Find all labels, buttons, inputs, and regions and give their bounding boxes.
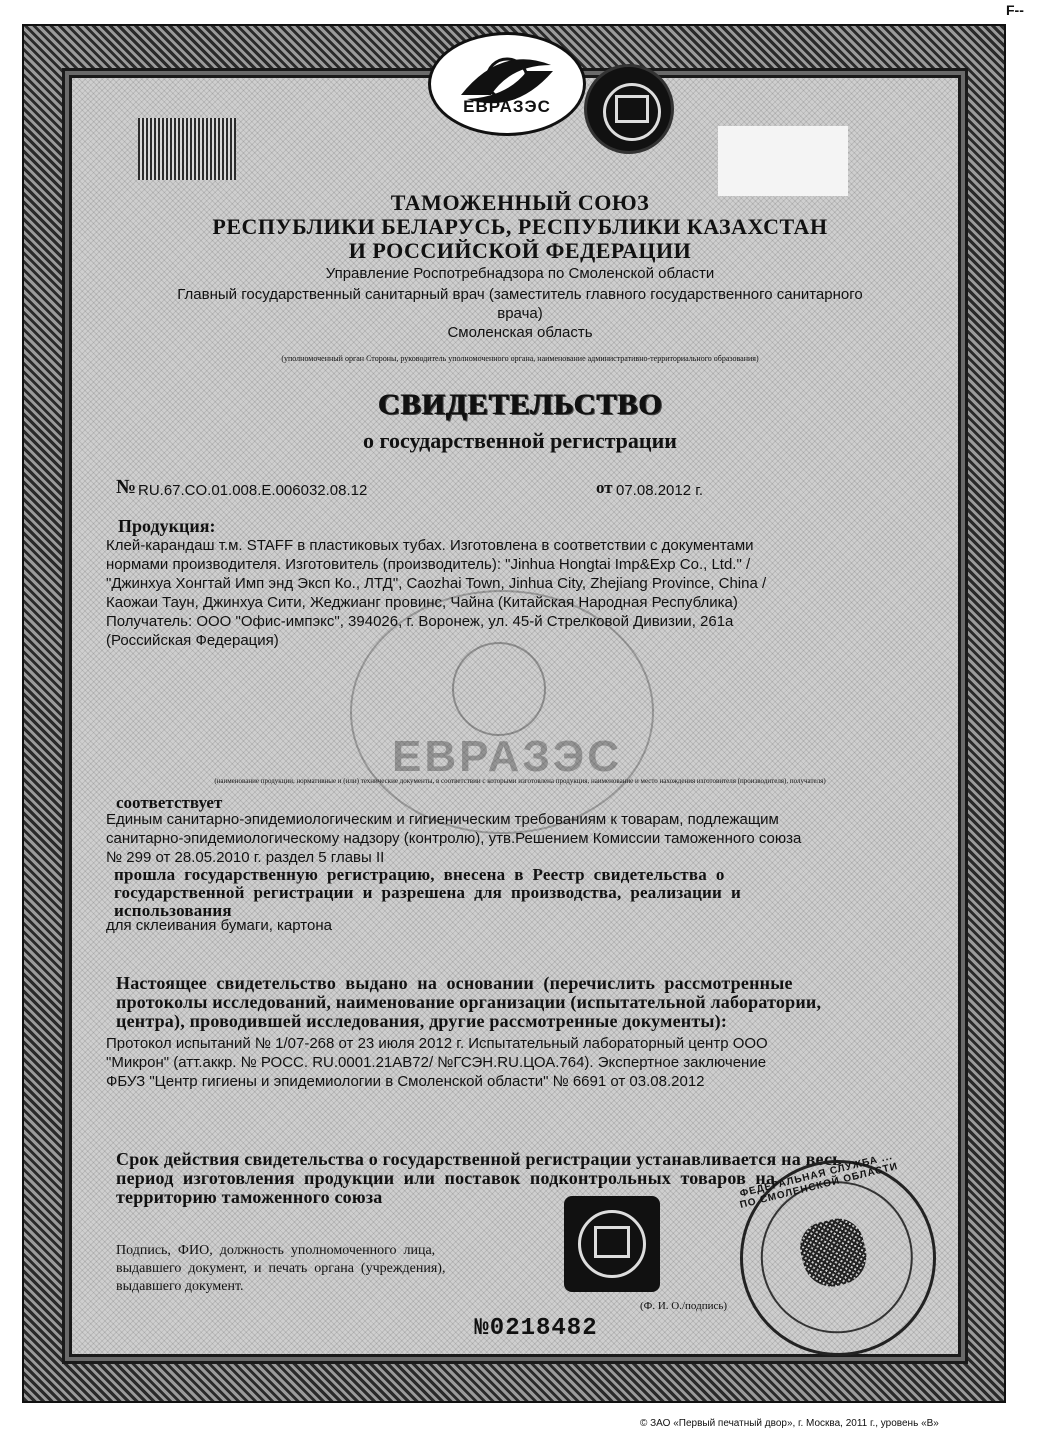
header-line-1: ТАМОЖЕННЫЙ СОЮЗ [390,190,650,215]
document-subtitle: о государственной регистрации [363,428,677,453]
basis-line: протоколы исследований, наименование организации (испытательной лаборатории, [116,992,822,1012]
authority-region: Смоленская область [447,324,593,341]
header-line-2: РЕСПУБЛИКИ БЕЛАРУСЬ, РЕСПУБЛИКИ КАЗАХСТАН [212,214,828,239]
blank-patch [718,126,848,196]
watermark-globe-icon [452,642,546,736]
document-number: №0218482 [474,1315,598,1342]
conformity-line: Единым санитарно-эпидемиологическим и гигиеническим требованиям к товарам, подлежащим [106,811,779,828]
seal-square [615,95,649,123]
eaes-logo [428,32,586,136]
fio-caption: (Ф. И. О./подпись) [640,1300,728,1312]
registered-line: использования [114,901,232,920]
product-description [106,536,926,650]
conformity-label: соответствует [116,793,223,812]
watermark-text: ЕВРАЗЭС [391,732,623,781]
signature-line: Подпись, ФИО, должность уполномоченного лица, [116,1243,436,1258]
authority-position-2: врача) [497,305,543,322]
conformity-line: санитарно-эпидемиологическому надзору (контролю), утв.Решением Комиссии таможенного союза [106,830,802,847]
seal-square [594,1226,630,1258]
date-label: от [596,478,613,497]
product-line: Получатель: ООО "Офис-импэкс", 394026, г. Воронеж, ул. 45-й Стрелковой Дивизии, 261а [106,613,734,630]
protocol-line: Протокол испытаний № 1/07-268 от 23 июля 2012 г. Испытательный лабораторный центр ООО [106,1035,768,1052]
document-title: СВИДЕТЕЛЬСТВО [377,388,663,421]
printer-imprint: © ЗАО «Первый печатный двор», г. Москва, 2011 г., уровень «В» [640,1418,939,1429]
eaes-logo-text: ЕВРАЗЭС [463,97,551,116]
security-pattern-block [138,118,236,180]
product-line: (Российская Федерация) [106,632,279,649]
registered-line: прошла государственную регистрацию, внесена в Реестр свидетельства о [114,865,725,884]
usage-text: для склеивания бумаги, картона [106,917,332,934]
validity-line: период изготовления продукции или поставок подконтрольных товаров на [116,1168,776,1188]
hologram-seal-bottom [564,1196,660,1292]
product-line: "Джинхуа Хонгтай Имп энд Эксп Ко., ЛТД", Caozhai Town, Jinhua City, Zhejiang Province, China / [106,575,767,592]
authority-caption: (уполномоченный орган Стороны, руководитель уполномоченного органа, наименование административно-территориального образования) [281,354,759,363]
conformity-text [106,810,936,867]
product-label: Продукция: [118,516,216,536]
stamp-text: ФЕДЕРАЛЬНАЯ СЛУЖБА ... ПО СМОЛЕНСКОЙ ОБЛАСТИ [738,1150,900,1211]
product-line: Клей-карандаш т.м. STAFF в пластиковых тубах. Изготовлена в соответствии с документами [106,537,754,554]
number-sign: № [116,476,137,498]
protocol-text [106,1034,936,1091]
basis-text [116,974,896,1031]
protocol-line: ФБУЗ "Центр гигиены и эпидемиологии в Смоленской области" № 6691 от 03.08.2012 [106,1073,705,1090]
signature-line: выдавшего документ, и печать органа (учреждения), [116,1261,446,1276]
hologram-seal-top [584,64,674,154]
product-line: нормами производителя. Изготовитель (производитель): "Jinhua Hongtai Imp&Exp Co., Ltd." / [106,556,751,573]
signature-line: выдавшего документ. [116,1279,244,1294]
authority-position-1: Главный государственный санитарный врач (заместитель главного государственного санитарного [177,286,863,303]
basis-line: центра), проводившей исследования, другие рассмотренные документы): [116,1011,728,1031]
corner-mark: F-- [1006,2,1024,18]
signature-caption [116,1242,556,1296]
registration-row [116,476,896,504]
basis-line: Настоящее свидетельство выдано на основании (перечислить рассмотренные [116,973,793,993]
registration-date: 07.08.2012 г. [616,482,704,499]
registered-line: государственной регистрации и разрешена для производства, реализации и [114,883,741,902]
conformity-line: № 299 от 28.05.2010 г. раздел 5 главы II [106,849,385,866]
registration-number: RU.67.CO.01.008.E.006032.08.12 [138,482,368,499]
authority-org: Управление Роспотребнадзора по Смоленской области [325,265,715,282]
registered-text [114,866,894,920]
header-line-3: И РОССИЙСКОЙ ФЕДЕРАЦИИ [348,238,692,263]
validity-line: Срок действия свидетельства о государственной регистрации устанавливается на весь [116,1149,842,1169]
protocol-line: "Микрон" (атт.аккр. № РОСС. RU.0001.21АВ72/ №ГСЭН.RU.ЦОА.764). Экспертное заключение [106,1054,767,1071]
product-line: Каожаи Таун, Джинхуа Сити, Жеджианг провинс, Чайна (Китайская Народная Республика) [106,594,738,611]
eaes-swirl-icon [431,35,583,133]
validity-line: территорию таможенного союза [116,1187,383,1207]
product-caption: (наименование продукции, нормативные и (или) технические документы, в соответствии с которыми изготовлена продукция, наименование и место нахождения изготовителя (производителя), получателя) [214,777,826,785]
